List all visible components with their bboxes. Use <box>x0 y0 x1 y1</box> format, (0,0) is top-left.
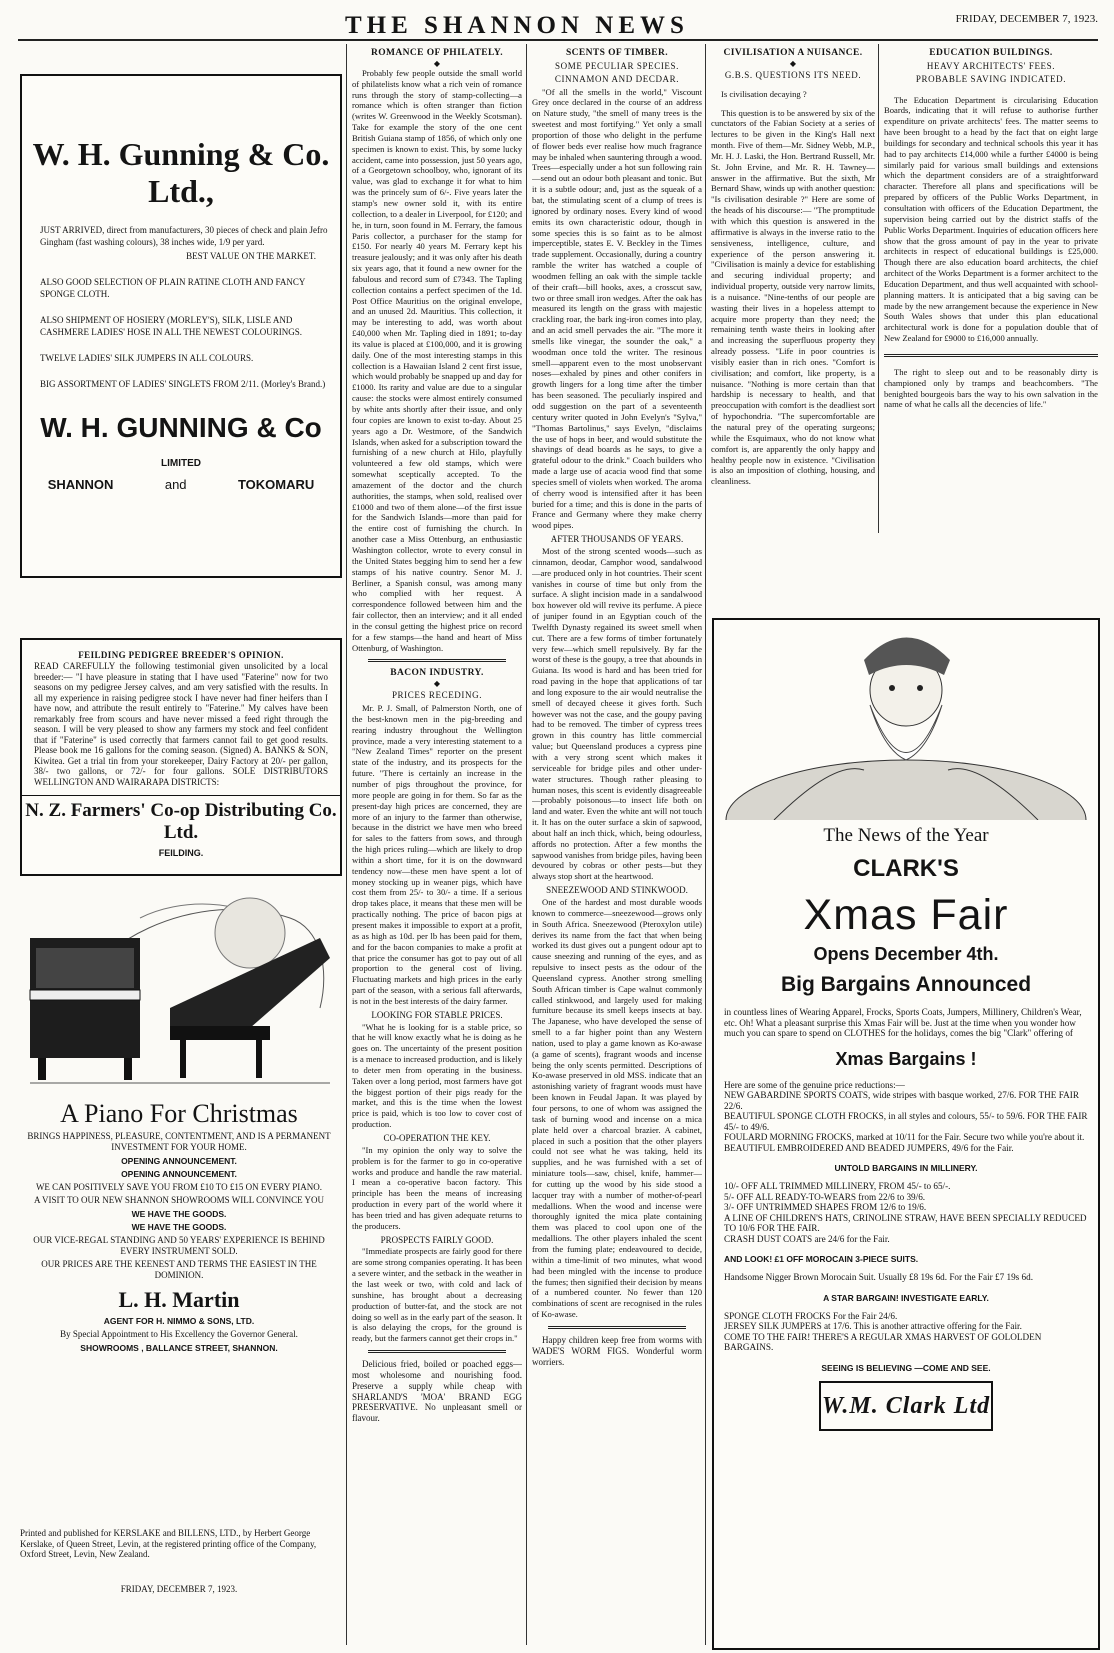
clark-tagline: The News of the Year <box>823 825 989 846</box>
civilisation-body: This question is to be answered by six of the cunctators of the Fabian Society at a series of lectures to be given in the King's Hall next month. Five of them—Mr. Sidney Webb, M.P., Mr. H. J. Laski, the Hon. Bertrand Russell, Mr. St. John Ervine, and Mr. R. H. Tawney—answer in the affirmative. But the sixth, Mr Bernard Shaw, winds up with another question: "Is civilisation desirable ?" Here are some of the heads of his discourse:— "The promptitude with which this question is answered in the affirmative is always in the inverse ratio to the sensiveness, intelligence, culture, and experience of the person answering it. "Civilisation is mainly a device for establishing and securing individual property; and individual property, outside very narrow limits, is a nuisance. "Nine-tenths of our people are wasting their lives in a hopeless attempt to acquire more property than they need; the remaining tenth waste theirs in looking after and increasing the superfluous property they already possess. "Life in poor countries is visibly easier than in rich ones. "Comfort is civilisation; and comfort, like property, is a nuisance. "Nothing is more certain than that hardship is necessary to health, and that preoccupation with comfort is the deadliest sort of hypochondria. "The supercomfortable are the natural prey of the operating surgeons; while the Esquimaux, who do not know what comfort is, are apparently the only happy and healthy people now in existence. "Civilisation is also an imposition of clothing, housing, and cleanliness. <box>711 107 875 487</box>
clark-star-bargain: A STAR BARGAIN! INVESTIGATE EARLY. <box>823 1292 989 1303</box>
piano-line: OUR VICE-REGAL STANDING AND 50 YEARS' EXPERIENCE IS BEHIND EVERY INSTRUMENT SOLD. <box>33 1235 325 1256</box>
clark-reduction: NEW GABARDINE SPORTS COATS, wide stripes with basque worked, 27/6. FOR THE FAIR 22/6. <box>724 1090 1079 1111</box>
column-timber <box>532 46 702 1646</box>
piano-line: WE HAVE THE GOODS. <box>131 1222 227 1232</box>
divider-rule <box>368 1350 506 1353</box>
piano-appointment: By Special Appointment to His Excellency the Governor General. <box>60 1329 298 1339</box>
column-rule <box>526 44 527 1645</box>
ornament: ◆ <box>433 679 441 689</box>
piano-title: A Piano For Christmas <box>60 1099 298 1128</box>
gunning-town: TOKOMARU <box>237 477 315 492</box>
masthead <box>0 0 1114 40</box>
imprint-text: Printed and published for KERSLAKE and BILLENS, LTD., by Herbert George Kerslake, of Queen Street, Levin, at the registered printing office of the Company, Oxford Street, Levin, New Zealand. <box>20 1528 317 1559</box>
column-civilisation <box>711 46 875 606</box>
clark-reduction: FOULARD MORNING FROCKS, marked at 10/11 for the Fair. Secure two while you're about it. <box>724 1132 1085 1142</box>
clark-millinery: CRASH DUST COATS are 24/6 for the Fair. <box>724 1233 890 1244</box>
gunning-line: BEST VALUE ON THE MARKET. <box>186 251 316 261</box>
piano-illustration <box>20 878 338 1088</box>
clark-seeing-believing: SEEING IS BELIEVING —COME AND SEE. <box>821 1362 991 1373</box>
gunning-advert <box>20 74 342 578</box>
timber-body: One of the hardest and most durable woods known to commerce—sneezewood—grows only in South Africa. Sneezewood (Pteroxylon utile) derives its name from the fact that when being worked its dust gives out a pungent odour apt to cause sneezing and running of the eyes, and as repulsive to insect pests as the odour of the Queensland cypress. Another strong smelling South African timber is Cape walnut commonly called stinkwood, and largely used for making furniture because its smell keeps insects at bay. The Japanese, who have developed the sense of smell to a far higher point than any Western nation, used to play a game known as Ko-awase (a game of scents), fragrant woods and incense being the only scents permitted. Descriptions of Ko-awase preserved in old MSS. indicate that an astonishing variety of fragrant woods must have been known in Feudal Japan. It was played by four persons, to one of whom was assigned the task of burning wood and incense on a mica plate held over a charcoal brazier. A cabinet, placed in such a position that the other players could not see what he was taking, held its supplies, and he was furnished with a set of miniature tools—saw, chisel, knife, hammer—for cutting up the wood by his side stood a lacquer tray with a number of mother-of-pearl medallions. When the wood and incense were thoroughly ignited the mica plate containing them was placed to cool upon one of the medallions. The other players inhaled the scent from the fuming plate; endeavoured to decide, within a time-limit of two minutes, what wood had been mingled with the incense to produce the fumes; then signified their decision by means of a numbered counter. No fewer than 120 combinations of scent are recognised in the rules of Ko-awase. <box>532 896 702 1320</box>
column-rule <box>705 44 706 1645</box>
feilding-testimonial: READ CAREFULLY the following testimonial given unsolicited by a local breeder:— "I have pleasure in stating that I have used "Faterine" now for two seasons on my pedigree Jersey calves, and am very satisfied with the results. In all my experience in raising pedigree stock I have never had finer heifers than I have now, and attribute the result entirely to "Faterine." My calves have been remarkably free from scours and have never missed a feed right through the season. I will be very pleased to show any farmers my stock and feel confident that if "Faterine" is used correctly that farmers cannot fail to get good results. Please book me 16 gallons for the coming season. (Signed) A. BANKS & SON, Kiwitea. Get a trial tin from your storekeeper, Dairy Factory at 20/- per gallon, 38/- two gallons, or 72/- for four gallons. SOLE DISTRIBUTORS WELLINGTON AND WAIRARAPA DISTRICTS: <box>34 661 328 787</box>
gunning-town: SHANNON <box>47 477 114 492</box>
worm-figs-ad: Happy children keep free from worms with WADE'S WORM FIGS. Wonderful worm worriers. <box>532 1334 702 1367</box>
piano-brand: L. H. Martin <box>118 1287 240 1312</box>
feilding-town: FEILDING. <box>158 848 204 858</box>
ornament: ◆ <box>433 58 441 68</box>
timber-body: Most of the strong scented woods—such as cinnamon, deodar, Camphor wood, sandalwood—are produced only in hot countries. Their scent vanishes in course of time but only from the surface. A slight incision made in a sandalwood box however old will revive its perfume. A piece of juniper found in an Egyptian couch of the Twelfth Dynasty regained its sweet smell when cut. There are a few forms of timber fortunately very few—which smell repulsively. By far the worst of these is the goupy, a tree that abounds in Guiana. Its wood is hard and has been tried for road paving in the hope that applications of tar and long exposure to the air would neutralise the smell of decayed cheese it gives forth. Such however was not the case, and the goupy paving had to be removed. The timber of cypress trees grown in this country has little commercial value; but Queensland produces a cypress pine with a very strong scent which makes it serviceable for bridge piles and other under-water structures. Though rather pleasing to human noses, this scent is evidently disagreeable—probably poisonous—to insect life both on land and water. Even the white ant will not touch it. It has on the outer surface a skin of sapwood, about half an inch thick, which, being odourless, affords no protection. After a few months the sapwood vanishes from bridge piles, having been devoured by cobras or other pests—but they always stop short at the heartwood. <box>532 545 702 882</box>
clark-millinery: 10/- OFF ALL TRIMMED MILLINERY, FROM 45/- to 65/-. <box>724 1181 951 1191</box>
feilding-brand: N. Z. Farmers' Co-op Distributing Co. Ltd. <box>22 795 340 844</box>
piano-line: A VISIT TO OUR NEW SHANNON SHOWROOMS WILL CONVINCE YOU <box>33 1195 325 1205</box>
timber-subheading: SOME PECULIAR SPECIES. <box>555 60 679 71</box>
education-subheading: HEAVY ARCHITECTS' FEES. <box>926 60 1056 71</box>
clark-suit: Handsome Nigger Brown Morocain Suit. Usually £8 19s 6d. For the Fair £7 19s 6d. <box>724 1272 1034 1282</box>
feilding-advert <box>20 638 342 876</box>
gunning-line: ALSO SHIPMENT OF HOSIERY (MORLEY'S), SILK, LISLE AND CASHMERE LADIES' HOSE IN ALL THE NEWEST COLOURINGS. <box>40 315 302 337</box>
bacon-subheading: CO-OPERATION THE KEY. <box>383 1133 491 1143</box>
egg-preservative-ad: Delicious fried, boiled or poached eggs—most wholesome and nourishing food. Preserve a supply while cheap with SHARLAND'S 'MOA' BRAND EGG PRESERVATIVE. No unpleasant smell or flavour. <box>352 1359 522 1424</box>
bacon-body: Mr. P. J. Small, of Palmerston North, one of the best-known men in the pig-breeding and rearing industry throughout the Wellington province, made a very interesting statement to a "New Zealand Times" reporter on the present state of the industry, and its prospects for the future. "There is certainly an increase in the number of pigs throughout the province, for more people are going in for them. So far as the present-day high prices are concerned, they are more of an injury to the farmer than otherwise, because in the district we have men who breed for sales to the fatters from sows, and through the high prices ruling—which are likely to drop within a short time, for it is on the downward tendency now—these men have spent a lot of money stocking up in weaner pigs, which have cost them from 25/- to 30/- a time. If a serious drop takes place, it means that these men will be practically nothing. The price of bacon pigs at present makes it impossible to export at a profit, as as high as 10d. per lb has been paid for them, and for the bacon companies to make a profit at that price the consumer has got to pay out of all proportion to the general cost of living. Fluctuating markets and high prices in the early part of the season, with a serious fall afterwards, is not in the best interests of the dairy farmer. <box>352 703 522 1006</box>
column-education <box>884 46 1098 606</box>
divider-rule <box>884 354 1098 357</box>
clark-millinery: 3/- OFF UNTRIMMED SHAPES FROM 12/6 to 19/6. <box>724 1202 927 1212</box>
piano-line: WE HAVE THE GOODS. <box>131 1209 227 1219</box>
gunning-brand: W. H. GUNNING & Co <box>40 412 322 443</box>
clark-millinery: A LINE OF CHILDREN'S HATS, CRINOLINE STRAW, HAVE BEEN SPECIALLY REDUCED TO 10/6 FOR THE FAIR. <box>724 1212 1087 1233</box>
column-philately-bacon <box>352 46 522 1646</box>
bacon-heading: BACON INDUSTRY. <box>390 668 484 679</box>
clark-star-line: SPONGE CLOTH FROCKS For the Fair 24/6. <box>724 1310 898 1321</box>
bacon-subheading: PROSPECTS FAIRLY GOOD. <box>380 1234 494 1245</box>
clark-opening-date: Opens December 4th. <box>813 944 999 964</box>
clark-logo: W.M. Clark Ltd <box>819 1381 993 1431</box>
bacon-subheading: PRICES RECEDING. <box>391 690 483 701</box>
piano-showrooms: SHOWROOMS , BALLANCE STREET, SHANNON. <box>80 1343 278 1353</box>
clark-millinery-heading: UNTOLD BARGAINS IN MILLINERY. <box>834 1163 978 1173</box>
newspaper-title: THE SHANNON NEWS <box>345 12 689 39</box>
bacon-body: "In my opinion the only way to solve the problem is for the farmer to go in co-operative works and produce and handle the raw material. I mean a co-operative bacon factory. This principle has been the means of increasing production in every part of the world where it has been tried and has given adequate returns to the producers. <box>352 1144 522 1231</box>
clark-star-line: COME TO THE FAIR! THERE'S A REGULAR XMAS HARVEST OF GOLOLDEN BARGAINS. <box>724 1331 1042 1352</box>
gunning-title: W. H. Gunning & Co. Ltd., <box>32 136 330 209</box>
clark-intro: in countless lines of Wearing Apparel, Frocks, Sports Coats, Jumpers, Millinery, Children's Wear, etc. Oh! What a pleasant surprise this Xmas Fair will be. Just at the time when you wonder how much you can spare to spend on CLOTHES for the holidays, comes the big "Clark" offering of <box>724 1007 1082 1038</box>
clark-reduction: Here are some of the genuine price reductions:— <box>724 1079 905 1090</box>
civilisation-question: Is civilisation decaying ? <box>721 88 807 99</box>
gunning-line: JUST ARRIVED, direct from manufacturers, 30 pieces of check and plain Jefro Gingham (fast washing colours), 38 inches wide, 1/9 per yard. <box>40 225 328 247</box>
clark-big-bargains: Big Bargains Announced <box>780 973 1032 996</box>
bacon-body: "Immediate prospects are fairly good for there are some strong companies operating. It has been a severe winter, and the setback in the weather in the last week or two, with cold and lack of sunshine, has brought about a decreasing production of butter-fat, and the stock are not doing so well as in the early part of the season. It is also delaying the crops, for the ground is ready, but the farmers cannot get their crops in." <box>352 1246 522 1344</box>
imprint <box>20 1528 338 1597</box>
timber-subheading: CINNAMON AND DECDAR. <box>554 73 680 84</box>
column-rule <box>878 44 879 533</box>
timber-body: "Of all the smells in the world," Viscount Grey once declared in the course of an address on Nature study, "the smell of many trees is the sweetest and most fortifying." Yet only a small proportion of those who delight in the perfume of flower beds ever realise how much fragrance may be inhaled when sauntering through a wood. Trees—especially under a hot sun following rain—send out an odour both pleasant and tonic. But it is a subtle odour; and, just as the squeak of a bat, the stimulating scent of a clump of trees is ignored by ordinary noses. Every kind of wood emits its own characteristic odour, though in some species this is so faint as to be almost imperceptible, states E. V. Beckley in the Times trade supplement. Occasionally, during a country ramble the writer has watched a couple of woodmen felling an oak with the simple tackle of their craft—bill hooks, axes, a crosscut saw, two or three small iron wedges. After the oak has measured its length on the grass with majestic crackling roar, the bark ing-iron comes into play, and an acid smell pervades the air. "The more it smells like vinegar, the sounder the oak," a woodman once told the writer. The resinous smell—apparent even to the most unobservant noses—exhaled by pines and other conifers in growth lingers for a long time after the timber has been seasoned. The peculiarly inspired and odd suggestion on the part of a seventeenth century writer quoted in John Evelyn's "Sylva," "Thomas Bartolinus," says Evelyn, "disclaims the use of hops in beer, and would substitute the shavings of dead boards as he says, to give a grateful odour to the drink." Coach builders who made a large use of acacia wood find that some species smell of violets when worked. The aroma of cherry wood is intensified after it has been buried for a time; and this is done in the parts of France and Germany where they make cherry wood pipes. <box>532 86 702 531</box>
masthead-rule <box>18 39 1098 41</box>
divider-rule <box>368 659 506 662</box>
civilisation-subheading: G.B.S. QUESTIONS ITS NEED. <box>724 69 862 80</box>
philately-body: Probably few people outside the small world of philatelists know what a rich vein of romance runs through the story of stamp-collecting—a romance which is often stranger than fiction (writes W. Greenwood in the Weekly Scotsman). Take for example the story of the one cent British Guiana stamp of 1856, of which only one specimen is known to exist. This, by some lucky accident, came into possession, just 50 years ago, of a Georgetown schoolboy, who, ignorant of its value, was glad to exchange it for what to him was the princely sum of 6/-. Five years later the stamp's new owner sold it, with its entire collection, to a dealer in Liverpool, for £120; and he, in turn, soon found in M. Ferrary, the famous Paris collector, a purchaser for the stamp for £150. For nearly 40 years M. Ferrary kept his treasure jealously; and it was only after his death six years ago, that it found a new owner for the fabulous and record sum of £7343. The Tapling collection contains a perfect specimen of the 1d. Post Office Mauritius on the original envelope, and an unused 2d. Mauritius. This collection, it may be interesting to add, was worth about £40,000 when Mr. Tapling died in 1891; to-day its value is placed at £100,000, and it is growing daily. One of the most interesting stamps in this collection is a Hawaiian Island 2 cent first issue, which would probably be snapped up and day for £1000. Its rarity and value are due to a singular cause: the stocks were almost entirely consumed by white ants shortly after their issue, and only four copies are known to exist to-day. About 25 years ago a Dr. Westmore, of the Sandwich Islands, when asked for a subscription toward the furnishing of a new church at Hilo, playfully volunteered a few old stamps, which were somewhat sceptically accepted. To the amazement of the doctor and the church authorities, the stamps, when sold, realised over £1000 and two of them alone—of the first issue for the Sandwich Islands—more than paid for the entire cost of furnishing the church. In another case a Miss Ottenburg, an enthusiastic Washington collector, wrote to every consul in the United States begging him to send her a few stamps of his native country. Senor M. J. Berliner, a Spanish consul, was among many who complied with her request. A correspondence followed between him and the fair collector, then an interview; and it all ended in the consul getting the highest price on record for a few stamps—the hand and heart of Miss Ottenburg, of Washington. <box>352 67 522 653</box>
clark-xmas-fair: Xmas Fair <box>803 891 1009 939</box>
clark-reduction: BEAUTIFUL SPONGE CLOTH FROCKS, in all styles and colours, 55/- to 59/6. FOR THE FAIR 45/- to 49/6. <box>724 1111 1088 1132</box>
clark-look: AND LOOK! £1 OFF MOROCAIN 3-PIECE SUITS. <box>724 1254 919 1264</box>
father-christmas-illustration <box>714 620 1098 820</box>
clarks-xmas-fair-advert <box>712 618 1100 1650</box>
piano-line: WE CAN POSITIVELY SAVE YOU FROM £10 TO £15 ON EVERY PIANO. <box>35 1182 323 1192</box>
gunning-limited: LIMITED <box>161 458 201 469</box>
bacon-body: "What he is looking for is a stable price, so that he will know exactly what he is doing as he goes on. The uncertainty of the present position is a menace to increased production, and is likely to deter men from operating in the business. Taken over a long period, most farmers have got the biggest portion of their pigs ready for the market, and this is the time when the lowest price is paid, which is too low to cover cost of production. <box>352 1021 522 1130</box>
education-body: The Education Department is circularising Education Boards, indicating that it will refuse to authorise further expenditure on private architects' fees. The matter seems to have been brought to a head by the fact that on eight large buildings for secondary and technical schools this year it has had to pay architects £14,000 while a further £4000 is being similarly paid for various small buildings and extensions which the department considers are of a straightforward character. Therefore all plans and specifications will be prepared by officers of the Public Works Department, in consultation with officers of the Education Department, the supervision being carried out by the district staffs of the Public Works Department. Inquiries of education officers here show that the gross amount of pay in the year to private architects in respect of educational buildings is £25,000. Though there are also education board architects, the chief architect of the Works Department is a former architect to the Education Department, and thus well acquainted with school-planning matters. It is anticipated that a big saving can be made by the new arrangement because the experience in New South Wales shows that under this plan educational architectural work is done for a population double that of New Zealand for £9000 to £16,000 annually. <box>884 94 1098 344</box>
issue-date: FRIDAY, DECEMBER 7, 1923. <box>955 13 1098 25</box>
piano-line: OPENING ANNOUNCEMENT. <box>121 1169 237 1179</box>
gunning-line: TWELVE LADIES' SILK JUMPERS IN ALL COLOURS. <box>40 353 254 363</box>
clark-name: CLARK'S <box>853 855 959 882</box>
piano-line: OPENING ANNOUNCEMENT. <box>121 1156 237 1166</box>
piano-line: OUR PRICES ARE THE KEENEST AND TERMS THE EASIEST IN THE DOMINION. <box>41 1259 317 1280</box>
timber-subheading: SNEEZEWOOD AND STINKWOOD. <box>546 885 688 896</box>
civilisation-continued: The right to sleep out and to be reasonably dirty is championed only by tramps and beachcombers. "The benighted bourgeois bars the way to his own salvation in the name of what he calls all the decencies of life." <box>884 366 1098 410</box>
education-heading: EDUCATION BUILDINGS. <box>929 48 1053 58</box>
gunning-and: and <box>164 477 187 492</box>
feilding-heading: FEILDING PEDIGREE BREEDER'S OPINION. <box>78 650 284 660</box>
piano-agent: AGENT FOR H. NIMMO & SONS, LTD. <box>103 1316 255 1326</box>
bacon-subheading: LOOKING FOR STABLE PRICES. <box>371 1009 503 1020</box>
clark-xmas-bargains: Xmas Bargains ! <box>835 1048 977 1069</box>
civilisation-heading: CIVILISATION A NUISANCE. <box>723 48 863 58</box>
timber-heading: SCENTS OF TIMBER. <box>565 48 669 58</box>
piano-line: BRINGS HAPPINESS, PLEASURE, CONTENTMENT, AND IS A PERMANENT INVESTMENT FOR YOUR HOME. <box>27 1131 331 1152</box>
ornament: ◆ <box>789 58 797 68</box>
column-rule <box>346 44 347 1645</box>
timber-subheading: AFTER THOUSANDS OF YEARS. <box>550 534 684 545</box>
imprint-date: FRIDAY, DECEMBER 7, 1923. <box>120 1583 238 1594</box>
clark-reduction: BEAUTIFUL EMBROIDERED AND BEADED JUMPERS, 49/6 for the Fair. <box>724 1142 1014 1153</box>
gunning-towns <box>22 477 340 492</box>
divider-rule <box>548 1326 686 1329</box>
education-subheading: PROBABLE SAVING INDICATED. <box>915 73 1067 84</box>
philately-heading: ROMANCE OF PHILATELY. <box>370 48 503 58</box>
clark-millinery: 5/- OFF ALL READY-TO-WEARS from 22/6 to 39/6. <box>724 1191 926 1202</box>
gunning-line: BIG ASSORTMENT OF LADIES' SINGLETS FROM 2/11. (Morley's Brand.) <box>40 379 326 389</box>
piano-advert <box>20 878 338 1353</box>
clark-star-line: JERSEY SILK JUMPERS at 17/6. This is another attractive offering for the Fair. <box>724 1321 1022 1331</box>
gunning-line: ALSO GOOD SELECTION OF PLAIN RATINE CLOTH AND FANCY SPONGE CLOTH. <box>40 277 305 299</box>
